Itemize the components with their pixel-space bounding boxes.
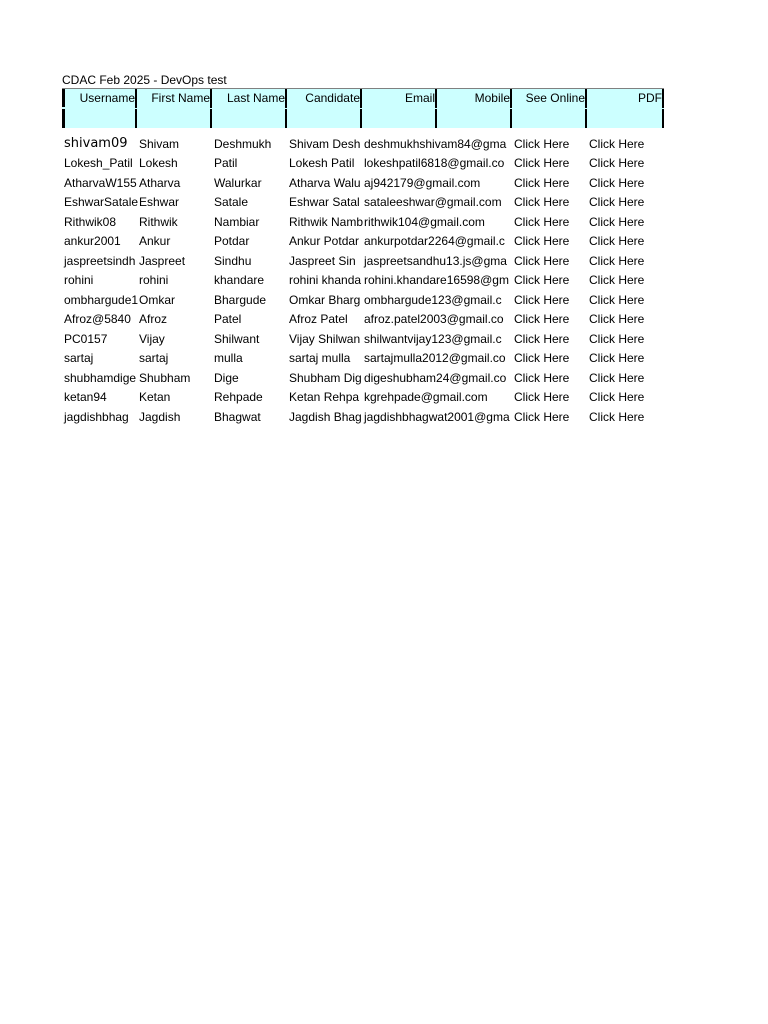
see-online-link[interactable]: Click Here xyxy=(514,175,570,190)
candidate-cell: Atharva Walu xyxy=(289,175,361,190)
candidate-cell: Shivam Desh xyxy=(289,136,361,151)
pdf-link[interactable]: Click Here xyxy=(589,390,645,405)
see-online-link[interactable]: Click Here xyxy=(514,253,570,268)
last-name-cell: Satale xyxy=(214,195,249,210)
candidate-cell: Shubham Dig xyxy=(289,370,362,385)
candidate-cell: Omkar Bharg xyxy=(289,292,361,307)
email-cell: lokeshpatil6818@gmail.co xyxy=(364,156,505,171)
header-band xyxy=(362,107,437,109)
first-name-cell: Atharva xyxy=(139,175,181,190)
first-name-cell: Lokesh xyxy=(139,156,178,171)
first-name-cell: Eshwar xyxy=(139,195,180,210)
column-header-label: Email xyxy=(404,91,435,105)
last-name-cell: khandare xyxy=(214,273,265,288)
see-online-link[interactable]: Click Here xyxy=(514,273,570,288)
table-row xyxy=(62,271,664,291)
table-row xyxy=(62,368,664,388)
username-cell: AtharvaW155 xyxy=(64,175,137,190)
table-row xyxy=(62,310,664,330)
column-header-label: Username xyxy=(79,91,135,105)
table-row xyxy=(62,290,664,310)
see-online-link[interactable]: Click Here xyxy=(514,214,570,229)
username-cell: ombhargude1 xyxy=(64,292,139,307)
pdf-link[interactable]: Click Here xyxy=(589,214,645,229)
column-header-pdf xyxy=(587,88,664,128)
email-cell: sartajmulla2012@gmail.co xyxy=(364,351,506,366)
table-row xyxy=(62,388,664,408)
first-name-cell: Shivam xyxy=(139,136,180,151)
column-header-email xyxy=(362,88,437,128)
table-row xyxy=(62,134,664,154)
email-cell: digeshubham24@gmail.co xyxy=(364,370,507,385)
username-cell: jaspreetsindh xyxy=(64,253,136,268)
see-online-link[interactable]: Click Here xyxy=(514,409,570,424)
column-header-username xyxy=(62,88,137,128)
email-cell: shilwantvijay123@gmail.c xyxy=(364,331,502,346)
last-name-cell: Potdar xyxy=(214,234,250,249)
pdf-link[interactable]: Click Here xyxy=(589,136,645,151)
see-online-link[interactable]: Click Here xyxy=(514,331,570,346)
sheet-title: CDAC Feb 2025 - DevOps test xyxy=(62,73,227,87)
username-cell: Rithwik08 xyxy=(64,214,117,229)
username-cell: shivam09 xyxy=(64,135,128,151)
username-cell: Afroz@5840 xyxy=(64,312,131,327)
table-row xyxy=(62,173,664,193)
spreadsheet xyxy=(62,72,664,427)
last-name-cell: Patil xyxy=(214,156,238,171)
last-name-cell: mulla xyxy=(214,351,243,366)
last-name-cell: Deshmukh xyxy=(214,136,272,151)
first-name-cell: Ankur xyxy=(139,234,171,249)
pdf-link[interactable]: Click Here xyxy=(589,409,645,424)
first-name-cell: Vijay xyxy=(139,331,165,346)
candidate-cell: Afroz Patel xyxy=(289,312,348,327)
pdf-link[interactable]: Click Here xyxy=(589,175,645,190)
email-cell: kgrehpade@gmail.com xyxy=(364,390,488,405)
candidate-cell: rohini khanda xyxy=(289,273,362,288)
candidate-cell: Jagdish Bhag xyxy=(289,409,362,424)
email-cell: jaspreetsandhu13.js@gma xyxy=(364,253,507,268)
username-cell: EshwarSatale xyxy=(64,195,139,210)
pdf-link[interactable]: Click Here xyxy=(589,351,645,366)
table-row xyxy=(62,251,664,271)
last-name-cell: Patel xyxy=(214,312,242,327)
username-cell: PC0157 xyxy=(64,331,108,346)
header-band xyxy=(437,107,512,109)
email-cell: deshmukhshivam84@gma xyxy=(364,136,507,151)
pdf-link[interactable]: Click Here xyxy=(589,234,645,249)
username-cell: sartaj xyxy=(64,351,94,366)
header-row xyxy=(62,88,664,128)
candidate-cell: Rithwik Namb xyxy=(289,214,364,229)
last-name-cell: Bhagwat xyxy=(214,409,261,424)
header-band xyxy=(62,107,137,109)
pdf-link[interactable]: Click Here xyxy=(589,312,645,327)
table-row xyxy=(62,212,664,232)
email-cell: jagdishbhagwat2001@gma xyxy=(364,409,510,424)
pdf-link[interactable]: Click Here xyxy=(589,273,645,288)
first-name-cell: Afroz xyxy=(139,312,168,327)
header-band xyxy=(137,107,212,109)
username-cell: ankur2001 xyxy=(64,234,121,249)
see-online-link[interactable]: Click Here xyxy=(514,292,570,307)
candidate-cell: Ankur Potdar xyxy=(289,234,360,249)
header-band xyxy=(287,107,362,109)
first-name-cell: Jagdish xyxy=(139,409,181,424)
table-row xyxy=(62,329,664,349)
first-name-cell: rohini xyxy=(139,273,169,288)
last-name-cell: Sindhu xyxy=(214,253,252,268)
see-online-link[interactable]: Click Here xyxy=(514,351,570,366)
see-online-link[interactable]: Click Here xyxy=(514,195,570,210)
pdf-link[interactable]: Click Here xyxy=(589,195,645,210)
candidate-cell: Jaspreet Sin xyxy=(289,253,356,268)
column-header-see-online xyxy=(512,88,587,128)
last-name-cell: Shilwant xyxy=(214,331,260,346)
email-cell: aj942179@gmail.com xyxy=(364,175,481,190)
pdf-link[interactable]: Click Here xyxy=(589,292,645,307)
column-header-label: Mobile xyxy=(474,91,510,105)
see-online-link[interactable]: Click Here xyxy=(514,234,570,249)
see-online-link[interactable]: Click Here xyxy=(514,156,570,171)
header-band xyxy=(512,107,587,109)
see-online-link[interactable]: Click Here xyxy=(514,370,570,385)
email-cell: afroz.patel2003@gmail.co xyxy=(364,312,504,327)
table-body xyxy=(62,134,664,427)
header-band xyxy=(212,107,287,109)
username-cell: Lokesh_Patil xyxy=(64,156,133,171)
email-cell: rohini.khandare16598@gm xyxy=(364,273,509,288)
header-band xyxy=(587,107,664,109)
pdf-link[interactable]: Click Here xyxy=(589,331,645,346)
email-cell: sataleeshwar@gmail.com xyxy=(364,195,502,210)
column-divider xyxy=(662,89,664,108)
username-cell: ketan94 xyxy=(64,390,107,405)
column-divider xyxy=(662,109,664,128)
candidate-cell: Lokesh Patil xyxy=(289,156,355,171)
column-header-first-name xyxy=(137,88,212,128)
candidate-cell: Eshwar Satal xyxy=(289,195,360,210)
first-name-cell: Shubham xyxy=(139,370,191,385)
first-name-cell: Omkar xyxy=(139,292,175,307)
last-name-cell: Bhargude xyxy=(214,292,267,307)
column-header-mobile xyxy=(437,88,512,128)
email-cell: ombhargude123@gmail.c xyxy=(364,292,502,307)
table-row xyxy=(62,349,664,369)
last-name-cell: Nambiar xyxy=(214,214,260,229)
candidate-cell: Vijay Shilwan xyxy=(289,331,361,346)
see-online-link[interactable]: Click Here xyxy=(514,390,570,405)
last-name-cell: Dige xyxy=(214,370,239,385)
see-online-link[interactable]: Click Here xyxy=(514,312,570,327)
table-row xyxy=(62,193,664,213)
table-row xyxy=(62,232,664,252)
username-cell: shubhamdige xyxy=(64,370,137,385)
email-cell: rithwik104@gmail.com xyxy=(364,214,485,229)
column-header-last-name xyxy=(212,88,287,128)
candidate-cell: sartaj mulla xyxy=(289,351,351,366)
table-row xyxy=(62,407,664,427)
column-header-label: See Online xyxy=(525,91,585,105)
column-header-label: PDF xyxy=(638,91,662,105)
column-header-candidate xyxy=(287,88,362,128)
first-name-cell: sartaj xyxy=(139,351,169,366)
first-name-cell: Rithwik xyxy=(139,214,178,229)
see-online-link[interactable]: Click Here xyxy=(514,136,570,151)
last-name-cell: Rehpade xyxy=(214,390,263,405)
pdf-link[interactable]: Click Here xyxy=(589,156,645,171)
pdf-link[interactable]: Click Here xyxy=(589,253,645,268)
username-cell: jagdishbhag xyxy=(64,409,129,424)
candidate-cell: Ketan Rehpa xyxy=(289,390,360,405)
column-header-label: First Name xyxy=(151,91,210,105)
last-name-cell: Walurkar xyxy=(214,175,262,190)
table-row xyxy=(62,154,664,174)
pdf-link[interactable]: Click Here xyxy=(589,370,645,385)
column-header-label: Candidate xyxy=(305,91,360,105)
email-cell: ankurpotdar2264@gmail.c xyxy=(364,234,505,249)
username-cell: rohini xyxy=(64,273,94,288)
first-name-cell: Ketan xyxy=(139,390,171,405)
column-header-label: Last Name xyxy=(226,91,285,105)
first-name-cell: Jaspreet xyxy=(139,253,186,268)
